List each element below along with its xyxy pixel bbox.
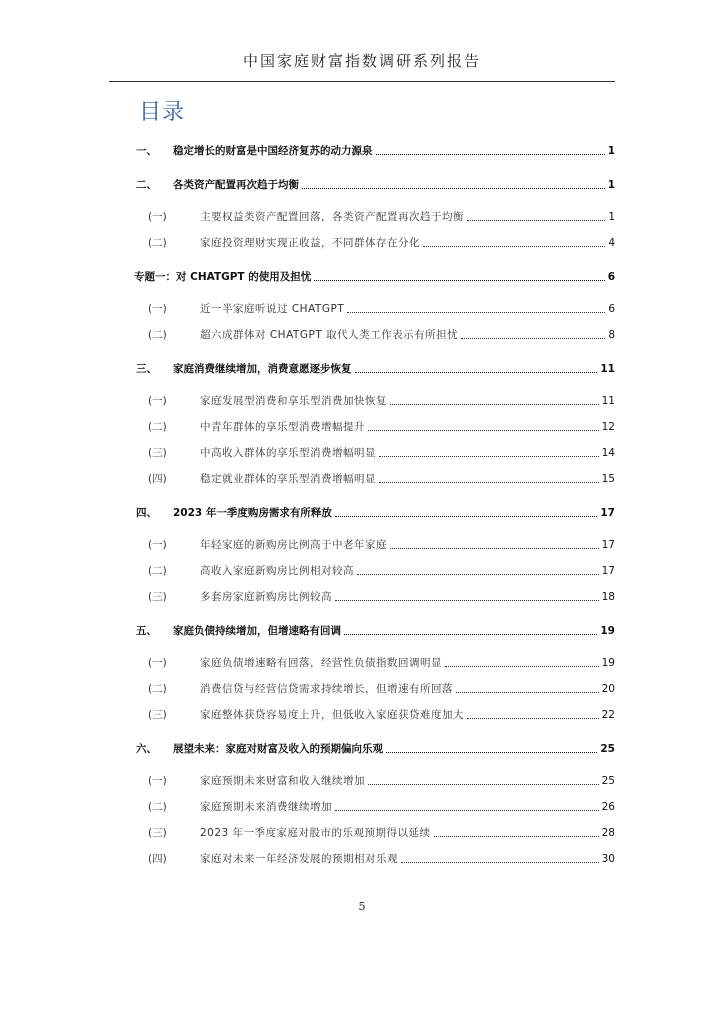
toc-entry-title: 消费信贷与经营信贷需求持续增长，但增速有所回落 [200,683,453,695]
toc-entry-number: (二) [148,801,167,813]
toc-leader-dots [390,403,599,405]
toc-entry-number: (三) [148,709,167,721]
toc-entry-number: (一) [148,775,167,787]
toc-leader-dots [456,691,599,693]
toc-leader-dots [302,187,605,189]
toc-entry-number: (二) [148,237,167,249]
toc-entry-title: 展望未来：家庭对财富及收入的预期偏向乐观 [173,743,383,755]
toc-entry-page: 20 [601,683,615,695]
toc-chapter-entry[interactable] [136,140,615,158]
toc-entry-number: (一) [148,395,167,407]
toc-entry-title: 近一半家庭听说过 CHATGPT [200,303,345,315]
toc-leader-dots [314,279,604,281]
toc-entry-title: 主要权益类资产配置回落，各类资产配置再次趋于均衡 [200,211,464,223]
toc-section-entry[interactable] [136,232,615,250]
toc-section-entry[interactable] [136,390,615,408]
toc-entry-page: 4 [608,237,615,249]
toc-entry-page: 19 [601,657,615,669]
toc-entry-number: 五、 [136,625,157,637]
toc-entry-number: (一) [148,539,167,551]
toc-section-entry[interactable] [136,822,615,840]
toc-entry-number: 二、 [136,179,157,191]
toc-section-entry[interactable] [136,770,615,788]
toc-entry-page: 25 [601,775,615,787]
toc-entry-page: 6 [608,303,615,315]
toc-section-entry[interactable] [136,534,615,552]
toc-leader-dots [357,573,599,575]
toc-entry-number: 一、 [136,145,157,157]
toc-entry-page: 30 [601,853,615,865]
toc-chapter-entry[interactable] [136,502,615,520]
toc-leader-dots [335,599,599,601]
toc-entry-number: (一) [148,211,167,223]
toc-entry-number: (四) [148,853,167,865]
toc-leader-dots [390,547,599,549]
toc-section-entry[interactable] [136,652,615,670]
toc-leader-dots [335,809,599,811]
toc-section-entry[interactable] [136,560,615,578]
toc-leader-dots [379,481,599,483]
toc-entry-title: 家庭投资理财实现正收益，不同群体存在分化 [200,237,420,249]
toc-section-entry[interactable] [136,416,615,434]
toc-entry-page: 1 [607,145,615,157]
toc-entry-number: (四) [148,473,167,485]
toc-entry-page: 1 [607,179,615,191]
toc-section-entry[interactable] [136,848,615,866]
toc-leader-dots [467,219,605,221]
toc-section-entry[interactable] [136,298,615,316]
toc-entry-number: (三) [148,447,167,459]
toc-entry-page: 11 [601,395,615,407]
toc-leader-dots [423,245,605,247]
toc-leader-dots [379,455,599,457]
toc-entry-number: (二) [148,683,167,695]
toc-entry-page: 15 [601,473,615,485]
toc-leader-dots [461,337,605,339]
toc-entry-title: 家庭预期未来消费继续增加 [200,801,332,813]
toc-entry-number: 六、 [136,743,157,755]
page-number: 5 [358,900,366,913]
toc-leader-dots [467,717,599,719]
toc-entry-title: 家庭预期未来财富和收入继续增加 [200,775,365,787]
toc-entry-page: 17 [601,539,615,551]
toc-entry-title: 专题一：对 CHATGPT 的使用及担忧 [134,271,312,283]
toc-entry-number: 四、 [136,507,157,519]
toc-entry-page: 25 [600,743,615,755]
toc-entry-number: 三、 [136,363,157,375]
toc-chapter-entry[interactable] [136,738,615,756]
toc-section-entry[interactable] [136,678,615,696]
toc-entry-page: 17 [601,565,615,577]
toc-entry-page: 17 [600,507,615,519]
toc-entry-page: 8 [608,329,615,341]
toc-leader-dots [335,515,597,517]
toc-leader-dots [368,783,599,785]
toc-entry-title: 稳定就业群体的享乐型消费增幅明显 [200,473,376,485]
toc-chapter-entry[interactable] [136,174,615,192]
toc-section-entry[interactable] [136,704,615,722]
toc-section-entry[interactable] [136,796,615,814]
toc-chapter-entry[interactable] [136,620,615,638]
toc-leader-dots [386,751,597,753]
toc-entry-number: (二) [148,565,167,577]
toc-entry-page: 12 [601,421,615,433]
toc-section-entry[interactable] [136,586,615,604]
toc-leader-dots [344,633,597,635]
toc-entry-title: 2023 年一季度家庭对股市的乐观预期得以延续 [200,827,431,839]
toc-chapter-entry[interactable] [136,358,615,376]
toc-entry-title: 中高收入群体的享乐型消费增幅明显 [200,447,376,459]
toc-entry-page: 11 [600,363,615,375]
toc-entry-title: 家庭消费继续增加，消费意愿逐步恢复 [173,363,352,375]
toc-entry-title: 2023 年一季度购房需求有所释放 [173,507,332,519]
toc-entry-title: 稳定增长的财富是中国经济复苏的动力源泉 [173,145,373,157]
toc-section-entry[interactable] [136,324,615,342]
toc-leader-dots [376,153,605,155]
toc-entry-title: 高收入家庭新购房比例相对较高 [200,565,354,577]
toc-entry-title: 家庭负债增速略有回落，经营性负债指数回调明显 [200,657,442,669]
header-rule [109,81,615,82]
toc-leader-dots [347,311,605,313]
toc-leader-dots [434,835,599,837]
toc-entry-page: 28 [601,827,615,839]
toc-entry-page: 6 [607,271,615,283]
toc-entry-number: (一) [148,303,167,315]
toc-entry-number: (三) [148,591,167,603]
toc-entry-number: (一) [148,657,167,669]
toc-entry-title: 年轻家庭的新购房比例高于中老年家庭 [200,539,387,551]
toc-leader-dots [401,861,599,863]
toc-entry-title: 家庭整体获贷容易度上升，但低收入家庭获贷难度加大 [200,709,464,721]
toc-section-entry[interactable] [136,468,615,486]
toc-entry-page: 14 [601,447,615,459]
toc-entry-title: 家庭对未来一年经济发展的预期相对乐观 [200,853,398,865]
running-header: 中国家庭财富指数调研系列报告 [242,52,481,70]
toc-entry-title: 多套房家庭新购房比例较高 [200,591,332,603]
toc-title: 目录 [139,100,186,125]
toc-entry-title: 各类资产配置再次趋于均衡 [173,179,299,191]
toc-entry-title: 家庭负债持续增加，但增速略有回调 [173,625,341,637]
toc-entry-page: 19 [600,625,615,637]
toc-entry-number: (三) [148,827,167,839]
toc-entry-title: 中青年群体的享乐型消费增幅提升 [200,421,365,433]
toc-entry-page: 26 [601,801,615,813]
toc-leader-dots [355,371,598,373]
toc-entry-number: (二) [148,421,167,433]
toc-entry-title: 家庭发展型消费和享乐型消费加快恢复 [200,395,387,407]
toc-chapter-entry[interactable] [136,266,615,284]
toc-leader-dots [368,429,599,431]
toc-section-entry[interactable] [136,442,615,460]
toc-entry-number: (二) [148,329,167,341]
toc-entry-title: 超六成群体对 CHATGPT 取代人类工作表示有所担忧 [200,329,459,341]
toc-leader-dots [445,665,599,667]
toc-section-entry[interactable] [136,206,615,224]
toc-entry-page: 1 [608,211,615,223]
toc-entry-page: 22 [601,709,615,721]
toc-entry-page: 18 [601,591,615,603]
